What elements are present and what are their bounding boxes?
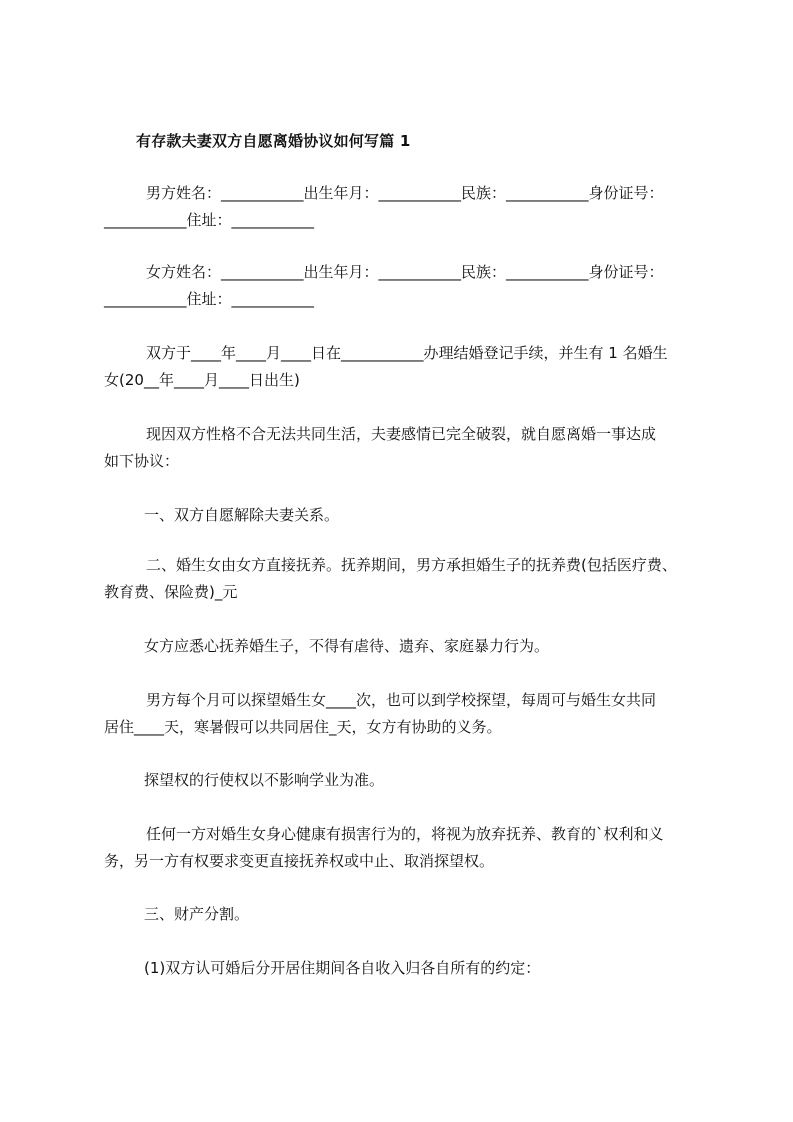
paragraph-line: 任何一方对婚生女身心健康有损害行为的，将视为放弃抚养、教育的`权利和义 bbox=[146, 825, 664, 843]
paragraph-harm-clause bbox=[104, 821, 704, 875]
paragraph-line: 如下协议： bbox=[104, 452, 180, 470]
paragraph-visitation bbox=[104, 687, 704, 741]
paragraph-line: 务，另一方有权要求变更直接抚养权或中止、取消探望权。 bbox=[104, 852, 495, 870]
clause-2 bbox=[104, 552, 704, 606]
paragraph-visitation-rule bbox=[104, 767, 704, 794]
paragraph-line: ___________住址：___________ bbox=[104, 211, 315, 229]
paragraph-line: 现因双方性格不合无法共同生活，夫妻感情已完全破裂，就自愿离婚一事达成 bbox=[146, 425, 657, 443]
paragraph-line: 男方每个月可以探望婚生女____次，也可以到学校探望，每周可与婚生女共同 bbox=[146, 691, 657, 709]
paragraph-line: 双方于____年____月____日在___________办理结婚登记手续，并生有 1 名婚生 bbox=[146, 344, 668, 362]
paragraph-line: 居住____天，寒暑假可以共同居住_天，女方有协助的义务。 bbox=[104, 718, 502, 736]
clause-3 bbox=[104, 901, 704, 928]
paragraph-line: 二、婚生女由女方直接抚养。抚养期间，男方承担婚生子的抚养费(包括医疗费、 bbox=[146, 556, 677, 574]
document-title: 有存款夫妻双方自愿离婚协议如何写篇 1 bbox=[136, 132, 411, 150]
paragraph-line: 探望权的行使权以不影响学业为准。 bbox=[144, 771, 385, 789]
paragraph-male-info bbox=[104, 180, 704, 234]
paragraph-line: (1)双方认可婚后分开居住期间各自收入归各自所有的约定： bbox=[144, 959, 541, 977]
paragraph-line: 教育费、保险费)_元 bbox=[104, 583, 238, 601]
paragraph-line: ___________住址：___________ bbox=[104, 290, 315, 308]
paragraph-line: 女方应悉心抚养婚生子，不得有虐待、遗弃、家庭暴力行为。 bbox=[144, 637, 550, 655]
paragraph-line: 女(20__年____月____日出生) bbox=[104, 371, 300, 389]
paragraph-marriage-registration bbox=[104, 340, 704, 394]
paragraph-reason bbox=[104, 421, 704, 475]
clause-1 bbox=[104, 502, 704, 529]
paragraph-female-info bbox=[104, 259, 704, 313]
paragraph-property-1 bbox=[104, 955, 704, 982]
paragraph-line: 一、双方自愿解除夫妻关系。 bbox=[144, 506, 340, 524]
paragraph-care-duty bbox=[104, 633, 704, 660]
paragraph-line: 女方姓名：___________出生年月：___________民族：___________身份证号： bbox=[146, 263, 664, 281]
paragraph-line: 三、财产分割。 bbox=[144, 905, 250, 923]
paragraph-line: 男方姓名：___________出生年月：___________民族：___________身份证号： bbox=[146, 184, 664, 202]
